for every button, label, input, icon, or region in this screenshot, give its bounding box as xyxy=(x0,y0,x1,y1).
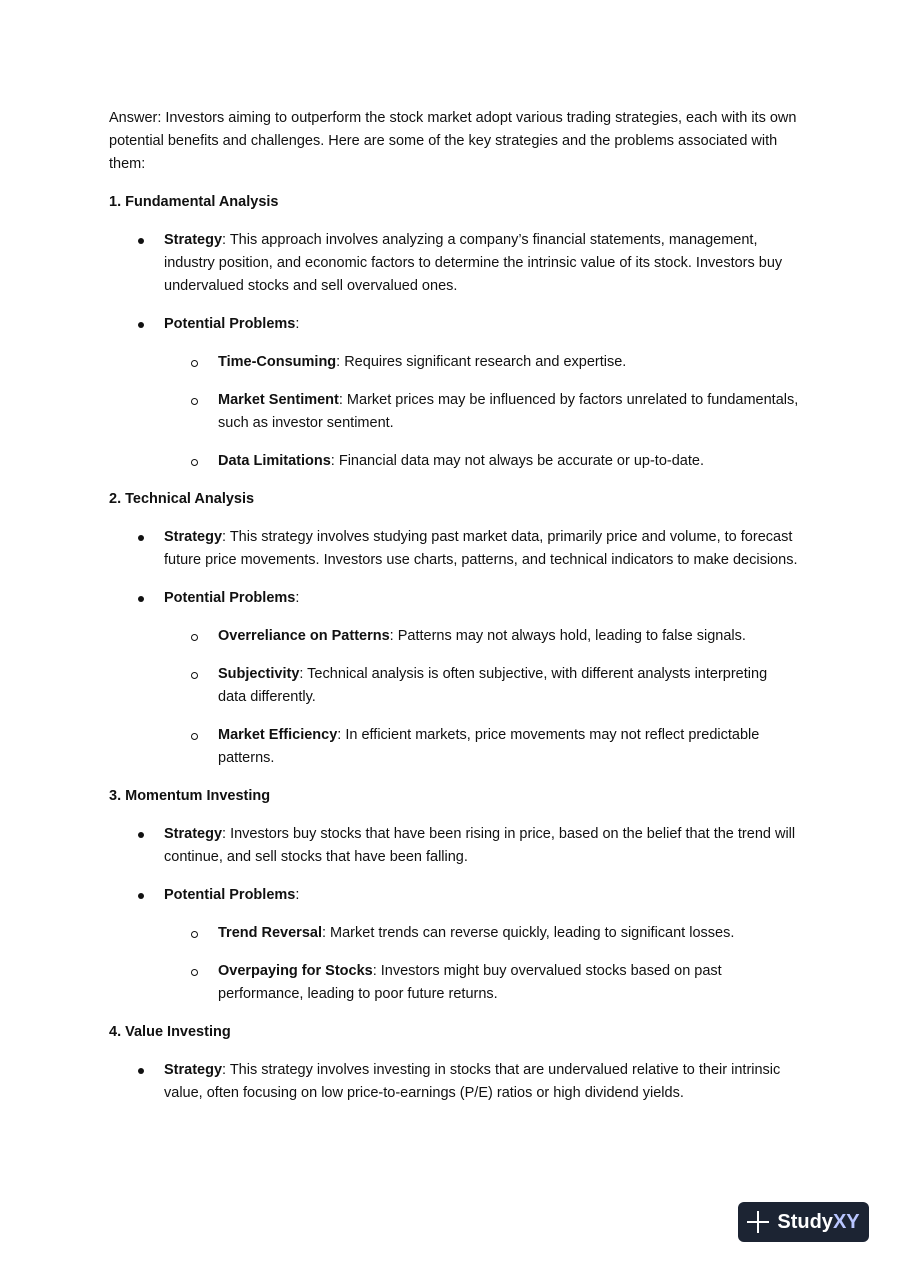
bullet-circle-icon xyxy=(191,398,198,405)
problem-title: Data Limitations xyxy=(218,453,331,469)
bullet-circle-icon xyxy=(191,360,198,367)
section-heading: 3. Momentum Investing xyxy=(109,788,271,804)
bullet-dot-icon xyxy=(138,322,144,328)
bullet-dot-icon xyxy=(138,832,144,838)
strategy-bullet xyxy=(109,526,799,572)
strategy-label: Strategy xyxy=(164,826,223,842)
bullet-circle-icon xyxy=(191,634,198,641)
problem-title: Market Efficiency xyxy=(218,727,338,743)
strategy-text: : This strategy involves studying past market data, primarily price and volume, to forecast future price movements. Investors use charts, patterns, and technical indicators to make decisions. xyxy=(164,529,798,568)
problem-title: Overpaying for Stocks xyxy=(218,963,373,979)
section-heading: 2. Technical Analysis xyxy=(109,491,255,507)
problems-label: Potential Problems xyxy=(164,316,296,332)
bullet-dot-icon xyxy=(138,238,144,244)
problem-text: : Requires significant research and expertise. xyxy=(336,354,627,370)
problem-item xyxy=(109,922,799,945)
logo-text-main: Study xyxy=(777,1210,833,1233)
bullet-dot-icon xyxy=(138,596,144,602)
bullet-dot-icon xyxy=(138,893,144,899)
studyxy-logo xyxy=(738,1202,869,1242)
section-technical-analysis xyxy=(109,488,799,770)
problem-title: Overreliance on Patterns xyxy=(218,628,390,644)
strategy-bullet xyxy=(109,823,799,869)
problem-text: : Market prices may be influenced by factors unrelated to fundamentals, such as investor sentiment. xyxy=(218,392,799,431)
problem-item xyxy=(109,724,799,770)
strategy-text: : This approach involves analyzing a company’s financial statements, management, industry position, and economic factors to determine the intrinsic value of its stock. Investors buy undervalued stocks and sell overvalued ones. xyxy=(164,232,783,294)
bullet-circle-icon xyxy=(191,931,198,938)
problems-label: Potential Problems xyxy=(164,887,296,903)
bullet-circle-icon xyxy=(191,969,198,976)
problem-title: Trend Reversal xyxy=(218,925,322,941)
section-heading: 4. Value Investing xyxy=(109,1024,231,1040)
problem-text: : Investors might buy overvalued stocks based on past performance, leading to poor future returns. xyxy=(218,963,722,1002)
problems-bullet xyxy=(109,313,799,336)
document-page xyxy=(109,107,799,1120)
bullet-dot-icon xyxy=(138,1068,144,1074)
problem-text: : Market trends can reverse quickly, leading to significant losses. xyxy=(321,925,735,941)
problem-item xyxy=(109,960,799,1006)
problem-title: Subjectivity xyxy=(218,666,300,682)
problem-item xyxy=(109,389,799,435)
problem-item xyxy=(109,450,799,473)
bullet-circle-icon xyxy=(191,733,198,740)
problems-suffix: : xyxy=(295,887,300,903)
problems-bullet xyxy=(109,884,799,907)
logo-text-accent: XY xyxy=(832,1210,860,1233)
strategy-label: Strategy xyxy=(164,529,223,545)
problem-text: : Patterns may not always hold, leading to false signals. xyxy=(389,628,746,644)
section-heading: 1. Fundamental Analysis xyxy=(109,194,279,210)
bullet-circle-icon xyxy=(191,672,198,679)
problem-title: Time-Consuming xyxy=(218,354,337,370)
problems-suffix: : xyxy=(295,590,300,606)
bullet-dot-icon xyxy=(138,535,144,541)
problem-text: : In efficient markets, price movements may not reflect predictable patterns. xyxy=(218,727,760,766)
problem-item xyxy=(109,351,799,374)
problem-title: Market Sentiment xyxy=(218,392,339,408)
strategy-bullet xyxy=(109,229,799,298)
plus-icon xyxy=(747,1211,769,1233)
problems-suffix: : xyxy=(295,316,300,332)
problem-text: : Technical analysis is often subjective, with different analysts interpreting data differently. xyxy=(218,666,768,705)
problems-bullet xyxy=(109,587,799,610)
problem-item xyxy=(109,663,799,709)
bullet-circle-icon xyxy=(191,459,198,466)
intro-paragraph: Answer: Investors aiming to outperform the stock market adopt various trading strategies, each with its own potential benefits and challenges. Here are some of the key strategies and the problems associated with them: xyxy=(109,110,797,172)
problem-item xyxy=(109,625,799,648)
strategy-label: Strategy xyxy=(164,1062,223,1078)
problem-text: : Financial data may not always be accurate or up-to-date. xyxy=(330,453,704,469)
strategy-label: Strategy xyxy=(164,232,223,248)
strategy-text: : This strategy involves investing in stocks that are undervalued relative to their intrinsic value, often focusing on low price-to-earnings (P/E) ratios or high dividend yields. xyxy=(164,1062,781,1101)
section-value-investing xyxy=(109,1021,799,1105)
strategy-bullet xyxy=(109,1059,799,1105)
strategy-text: : Investors buy stocks that have been rising in price, based on the belief that the trend will continue, and sell stocks that have been falling. xyxy=(164,826,796,865)
section-fundamental-analysis xyxy=(109,191,799,473)
problems-label: Potential Problems xyxy=(164,590,296,606)
section-momentum-investing xyxy=(109,785,799,1006)
